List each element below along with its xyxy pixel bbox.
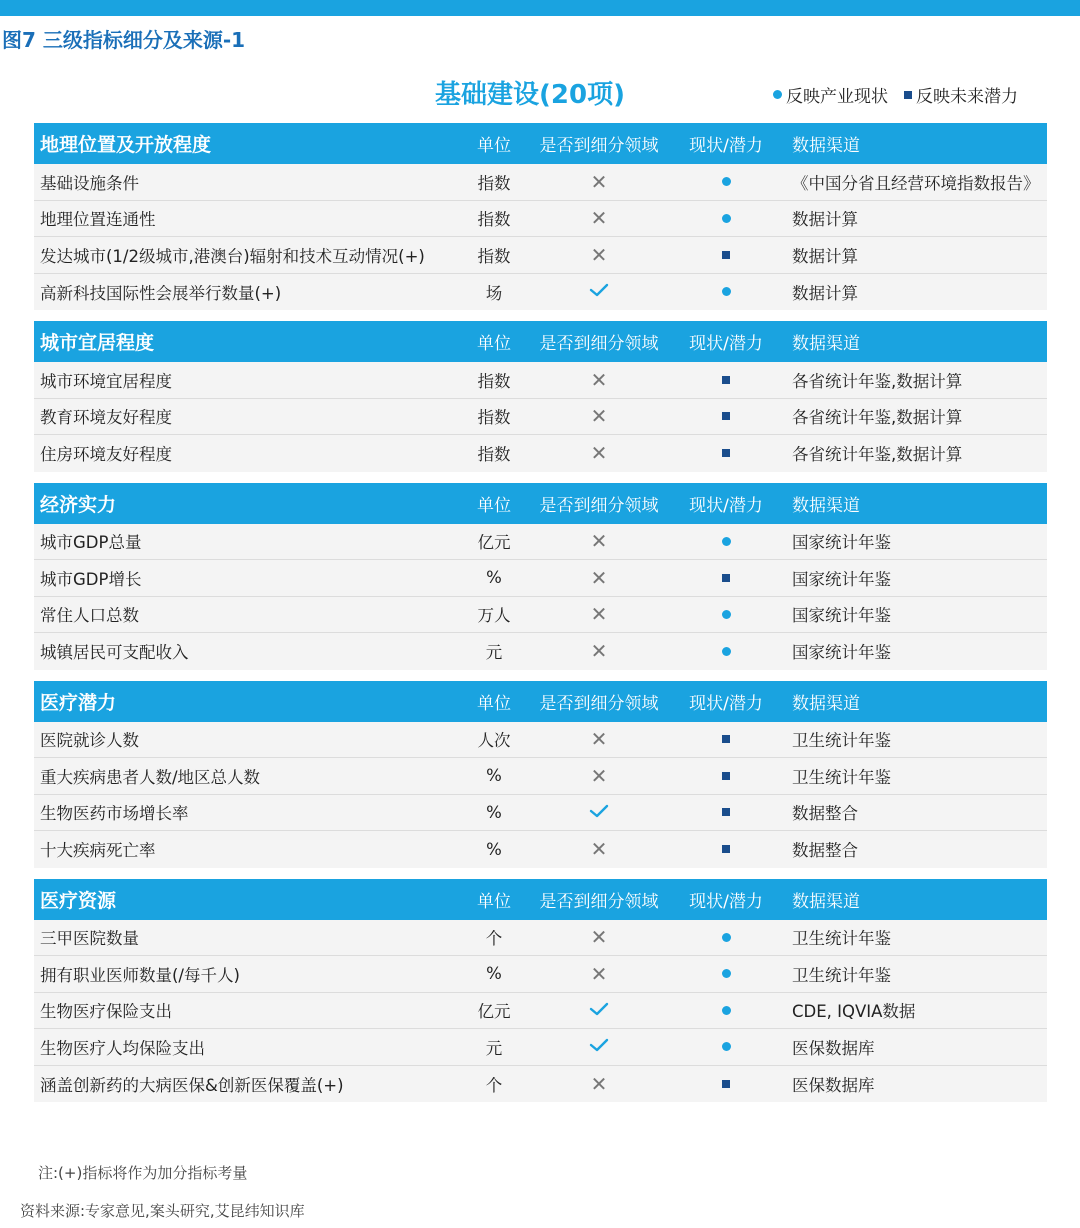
table-section: [34, 483, 1047, 670]
data-source: 国家统计年鉴: [792, 569, 891, 589]
cross-icon: ✕: [590, 763, 608, 788]
column-subdivided-header: 是否到细分领域: [539, 693, 659, 714]
cross-icon: ✕: [590, 602, 608, 627]
status-mark: [664, 177, 788, 186]
indicator-unit: %: [486, 839, 502, 859]
table-row: [34, 399, 1047, 436]
legend-potential-label: 反映未来潜力: [916, 87, 1018, 107]
dot-icon: [722, 969, 731, 978]
data-source: 国家统计年鉴: [792, 533, 891, 553]
indicator-unit: 个: [485, 929, 503, 949]
legend-potential: [904, 82, 1018, 107]
subdivided-mark: [534, 206, 664, 231]
table-section: [34, 321, 1047, 472]
cross-icon: ✕: [590, 837, 608, 862]
check-icon: [589, 282, 609, 301]
data-source: CDE, IQVIA数据: [792, 1002, 916, 1022]
dot-icon: [722, 214, 731, 223]
indicator-unit: 指数: [477, 445, 511, 465]
dot-icon: [722, 933, 731, 942]
legend-current-label: 反映产业现状: [786, 87, 888, 107]
table-row: [34, 795, 1047, 832]
cross-icon: ✕: [590, 441, 608, 466]
top-accent-bar: [0, 0, 1080, 16]
square-icon: [722, 808, 730, 816]
dot-icon: [722, 1006, 731, 1015]
cross-icon: ✕: [590, 169, 608, 194]
cross-icon: ✕: [590, 404, 608, 429]
column-subdivided-header: 是否到细分领域: [539, 334, 659, 354]
status-mark: [664, 214, 788, 223]
indicator-name: 教育环境友好程度: [40, 408, 172, 428]
dot-icon: [722, 1042, 731, 1051]
data-source: 卫生统计年鉴: [792, 731, 891, 751]
data-source: 医保数据库: [792, 1038, 875, 1058]
cross-icon: ✕: [590, 1071, 608, 1096]
indicator-name: 城镇居民可支配收入: [40, 643, 189, 663]
data-source: 数据整合: [792, 804, 858, 824]
subdivided-mark: [534, 727, 664, 752]
status-mark: [664, 1042, 788, 1051]
table-row: [34, 758, 1047, 795]
status-mark: [664, 1006, 788, 1015]
data-source: 各省统计年鉴,数据计算: [792, 445, 963, 465]
source-note: 资料来源:专家意见,案头研究,艾昆纬知识库: [20, 1202, 305, 1220]
table-row: [34, 993, 1047, 1030]
status-mark: [664, 574, 788, 582]
status-mark: [664, 251, 788, 259]
subdivided-mark: [534, 925, 664, 950]
indicator-name: 生物医药市场增长率: [40, 804, 189, 824]
column-unit-header: 单位: [477, 495, 511, 516]
dot-icon: [722, 287, 731, 296]
square-icon: [722, 376, 730, 384]
indicator-unit: 亿元: [477, 533, 511, 553]
cross-icon: ✕: [590, 529, 608, 554]
indicator-name: 重大疾病患者人数/地区总人数: [40, 767, 261, 787]
table-row: [34, 1066, 1047, 1103]
section-header: [34, 483, 1047, 524]
indicator-name: 城市GDP总量: [40, 533, 142, 553]
column-subdivided-header: 是否到细分领域: [539, 891, 659, 912]
column-source-header: 数据渠道: [792, 136, 860, 156]
data-source: 数据整合: [792, 841, 858, 861]
indicator-unit: 指数: [477, 371, 511, 391]
subdivided-mark: [534, 1037, 664, 1056]
cross-icon: ✕: [590, 925, 608, 950]
data-source: 数据计算: [792, 210, 858, 230]
square-icon: [722, 251, 730, 259]
section-header: [34, 123, 1047, 164]
dot-icon: [722, 537, 731, 546]
data-source: 医保数据库: [792, 1075, 875, 1095]
square-icon: [722, 845, 730, 853]
indicator-name: 三甲医院数量: [40, 929, 139, 949]
column-source-header: 数据渠道: [792, 495, 860, 516]
column-subdivided-header: 是否到细分领域: [539, 136, 659, 156]
status-mark: [664, 537, 788, 546]
cross-icon: ✕: [590, 242, 608, 267]
indicator-unit: %: [486, 568, 502, 588]
dot-icon: [722, 610, 731, 619]
section-title: 医疗潜力: [40, 691, 117, 714]
data-source: 国家统计年鉴: [792, 643, 891, 663]
section-title: 地理位置及开放程度: [40, 134, 212, 156]
indicator-unit: 人次: [477, 731, 511, 751]
indicator-unit: 元: [485, 643, 503, 663]
cross-icon: ✕: [590, 639, 608, 664]
indicator-name: 地理位置连通性: [40, 210, 156, 230]
cross-icon: ✕: [590, 206, 608, 231]
table-row: [34, 831, 1047, 868]
subdivided-mark: [534, 565, 664, 590]
subdivided-mark: [534, 639, 664, 664]
square-icon: [722, 1080, 730, 1088]
square-icon: [722, 735, 730, 743]
subdivided-mark: [534, 602, 664, 627]
indicator-unit: 个: [485, 1075, 503, 1095]
column-source-header: 数据渠道: [792, 891, 860, 912]
dot-icon: [722, 647, 731, 656]
dot-icon: [773, 90, 782, 99]
table-row: [34, 435, 1047, 472]
indicator-unit: 指数: [477, 173, 511, 193]
table-row: [34, 164, 1047, 201]
subdivided-mark: [534, 404, 664, 429]
square-icon: [722, 772, 730, 780]
subdivided-mark: [534, 242, 664, 267]
indicator-name: 基础设施条件: [40, 173, 139, 193]
data-source: 数据计算: [792, 246, 858, 266]
column-status-header: 现状/潜力: [689, 495, 763, 516]
table-row: [34, 597, 1047, 634]
table-row: [34, 956, 1047, 993]
indicator-unit: 元: [485, 1038, 503, 1058]
indicator-unit: 指数: [477, 246, 511, 266]
data-source: 卫生统计年鉴: [792, 965, 891, 985]
indicator-name: 十大疾病死亡率: [40, 841, 156, 861]
status-mark: [664, 933, 788, 942]
subdivided-mark: [534, 441, 664, 466]
square-icon: [904, 91, 912, 99]
data-source: 卫生统计年鉴: [792, 767, 891, 787]
indicator-unit: 场: [485, 283, 503, 303]
status-mark: [664, 412, 788, 420]
column-source-header: 数据渠道: [792, 693, 860, 714]
status-mark: [664, 376, 788, 384]
status-mark: [664, 647, 788, 656]
square-icon: [722, 449, 730, 457]
status-mark: [664, 1080, 788, 1088]
status-mark: [664, 610, 788, 619]
section-title: 经济实力: [40, 493, 117, 516]
indicator-name: 住房环境友好程度: [40, 445, 172, 465]
indicator-unit: 指数: [477, 210, 511, 230]
status-mark: [664, 808, 788, 816]
square-icon: [722, 412, 730, 420]
square-icon: [722, 574, 730, 582]
indicator-unit: 亿元: [477, 1002, 511, 1022]
subdivided-mark: [534, 763, 664, 788]
section-header: [34, 681, 1047, 722]
section-header: [34, 879, 1047, 920]
column-status-header: 现状/潜力: [689, 891, 763, 912]
subdivided-mark: [534, 367, 664, 392]
cross-icon: ✕: [590, 727, 608, 752]
subdivided-mark: [534, 803, 664, 822]
data-source: 各省统计年鉴,数据计算: [792, 371, 963, 391]
table-section: [34, 681, 1047, 868]
subdivided-mark: [534, 1001, 664, 1020]
column-unit-header: 单位: [477, 136, 511, 156]
table-row: [34, 524, 1047, 561]
indicator-name: 涵盖创新药的大病医保&创新医保覆盖(+): [40, 1075, 344, 1095]
indicator-name: 城市环境宜居程度: [40, 371, 172, 391]
section-title: 城市宜居程度: [40, 332, 155, 354]
table-row: [34, 560, 1047, 597]
indicator-name: 生物医疗人均保险支出: [40, 1038, 205, 1058]
column-unit-header: 单位: [477, 693, 511, 714]
indicator-name: 医院就诊人数: [40, 731, 139, 751]
subdivided-mark: [534, 282, 664, 301]
indicator-name: 拥有职业医师数量(/每千人): [40, 965, 240, 985]
indicator-unit: %: [486, 964, 502, 984]
cross-icon: ✕: [590, 961, 608, 986]
table-row: [34, 237, 1047, 274]
data-source: 卫生统计年鉴: [792, 929, 891, 949]
dot-icon: [722, 177, 731, 186]
indicator-name: 城市GDP增长: [40, 569, 142, 589]
figure-title: 图7 三级指标细分及来源-1: [2, 28, 246, 52]
table-row: [34, 633, 1047, 670]
table-section: [34, 123, 1047, 310]
column-status-header: 现状/潜力: [689, 334, 763, 354]
table-row: [34, 920, 1047, 957]
data-source: 数据计算: [792, 283, 858, 303]
main-title: 基础建设(20项): [435, 80, 625, 110]
indicator-name: 高新科技国际性会展举行数量(+): [40, 283, 282, 303]
subdivided-mark: [534, 529, 664, 554]
cross-icon: ✕: [590, 367, 608, 392]
cross-icon: ✕: [590, 565, 608, 590]
indicator-name: 发达城市(1/2级城市,港澳台)辐射和技术互动情况(+): [40, 246, 425, 266]
indicator-unit: 指数: [477, 408, 511, 428]
status-mark: [664, 287, 788, 296]
indicator-name: 生物医疗保险支出: [40, 1002, 172, 1022]
check-icon: [589, 803, 609, 822]
section-header: [34, 321, 1047, 362]
table-row: [34, 722, 1047, 759]
column-subdivided-header: 是否到细分领域: [539, 495, 659, 516]
column-unit-header: 单位: [477, 891, 511, 912]
indicator-table: [34, 123, 1047, 1113]
table-row: [34, 274, 1047, 311]
column-source-header: 数据渠道: [792, 334, 860, 354]
column-status-header: 现状/潜力: [689, 136, 763, 156]
indicator-unit: %: [486, 766, 502, 786]
check-icon: [589, 1001, 609, 1020]
status-mark: [664, 735, 788, 743]
status-mark: [664, 449, 788, 457]
table-row: [34, 201, 1047, 238]
section-title: 医疗资源: [40, 889, 117, 912]
indicator-name: 常住人口总数: [40, 606, 139, 626]
column-unit-header: 单位: [477, 334, 511, 354]
table-row: [34, 1029, 1047, 1066]
subdivided-mark: [534, 169, 664, 194]
check-icon: [589, 1037, 609, 1056]
status-mark: [664, 845, 788, 853]
indicator-unit: %: [486, 802, 502, 822]
legend-current: [773, 82, 888, 107]
status-mark: [664, 772, 788, 780]
status-mark: [664, 969, 788, 978]
footnote: 注:(+)指标将作为加分指标考量: [38, 1164, 248, 1182]
subdivided-mark: [534, 1071, 664, 1096]
column-status-header: 现状/潜力: [689, 693, 763, 714]
subdivided-mark: [534, 961, 664, 986]
legend: [773, 82, 1018, 107]
data-source: 《中国分省且经营环境指数报告》: [792, 173, 1040, 193]
subdivided-mark: [534, 837, 664, 862]
table-section: [34, 879, 1047, 1103]
indicator-unit: 万人: [477, 606, 511, 626]
table-row: [34, 362, 1047, 399]
data-source: 各省统计年鉴,数据计算: [792, 408, 963, 428]
data-source: 国家统计年鉴: [792, 606, 891, 626]
